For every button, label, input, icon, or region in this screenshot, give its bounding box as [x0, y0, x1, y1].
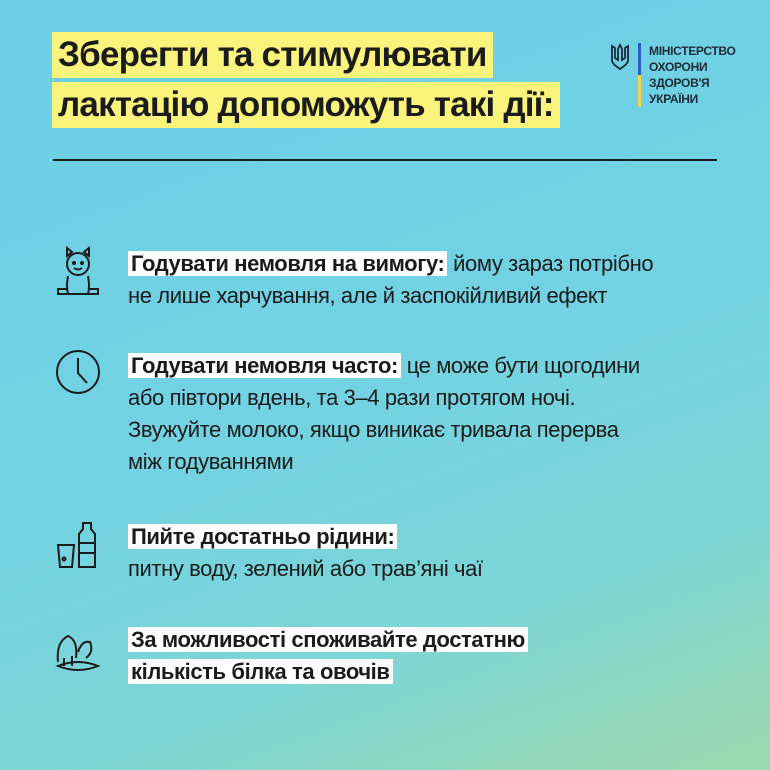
tip-heading: Годувати немовля на вимогу: [128, 251, 447, 276]
tip-text: йому зараз потрібно [447, 251, 654, 276]
vegetables-icon [50, 622, 106, 678]
tip-feed-often [128, 350, 640, 478]
tip-heading: кількість білка та овочів [128, 659, 393, 684]
tip-drink-fluids [128, 521, 483, 585]
tip-text: Звужуйте молоко, якщо виникає тривала перерва [128, 417, 619, 442]
tip-heading: Пийте достатньо рідини: [128, 524, 397, 549]
title-line-1: Зберегти та стимулювати [52, 32, 493, 78]
tip-text: не лише харчування, але й заспокійливий ефект [128, 283, 608, 308]
divider [53, 159, 717, 161]
tip-heading: За можливості споживайте достатню [128, 627, 528, 652]
tip-text: або півтори вдень, та 3–4 рази протягом ночі. [128, 385, 576, 410]
flag-bar [638, 43, 641, 107]
tip-feed-on-demand [128, 248, 653, 312]
logo-line: УКРАЇНИ [649, 92, 698, 106]
logo-line: ОХОРОНИ [649, 60, 708, 74]
tip-protein-vegetables [128, 624, 528, 688]
logo-line: ЗДОРОВ'Я [649, 76, 710, 90]
baby-icon [50, 244, 106, 300]
clock-icon [50, 344, 106, 400]
trident-icon [610, 43, 630, 71]
ministry-logo [610, 43, 736, 107]
title-line-2: лактацію допоможуть такі дії: [52, 82, 560, 128]
tip-text: питну воду, зелений або трав’яні чаї [128, 556, 483, 581]
tip-heading: Годувати немовля часто: [128, 353, 401, 378]
tip-text: це може бути щогодини [400, 353, 640, 378]
page-title [52, 32, 560, 132]
logo-line: МІНІСТЕРСТВО [649, 44, 736, 58]
water-bottle-icon [50, 517, 106, 573]
tip-text: між годуваннями [128, 449, 294, 474]
